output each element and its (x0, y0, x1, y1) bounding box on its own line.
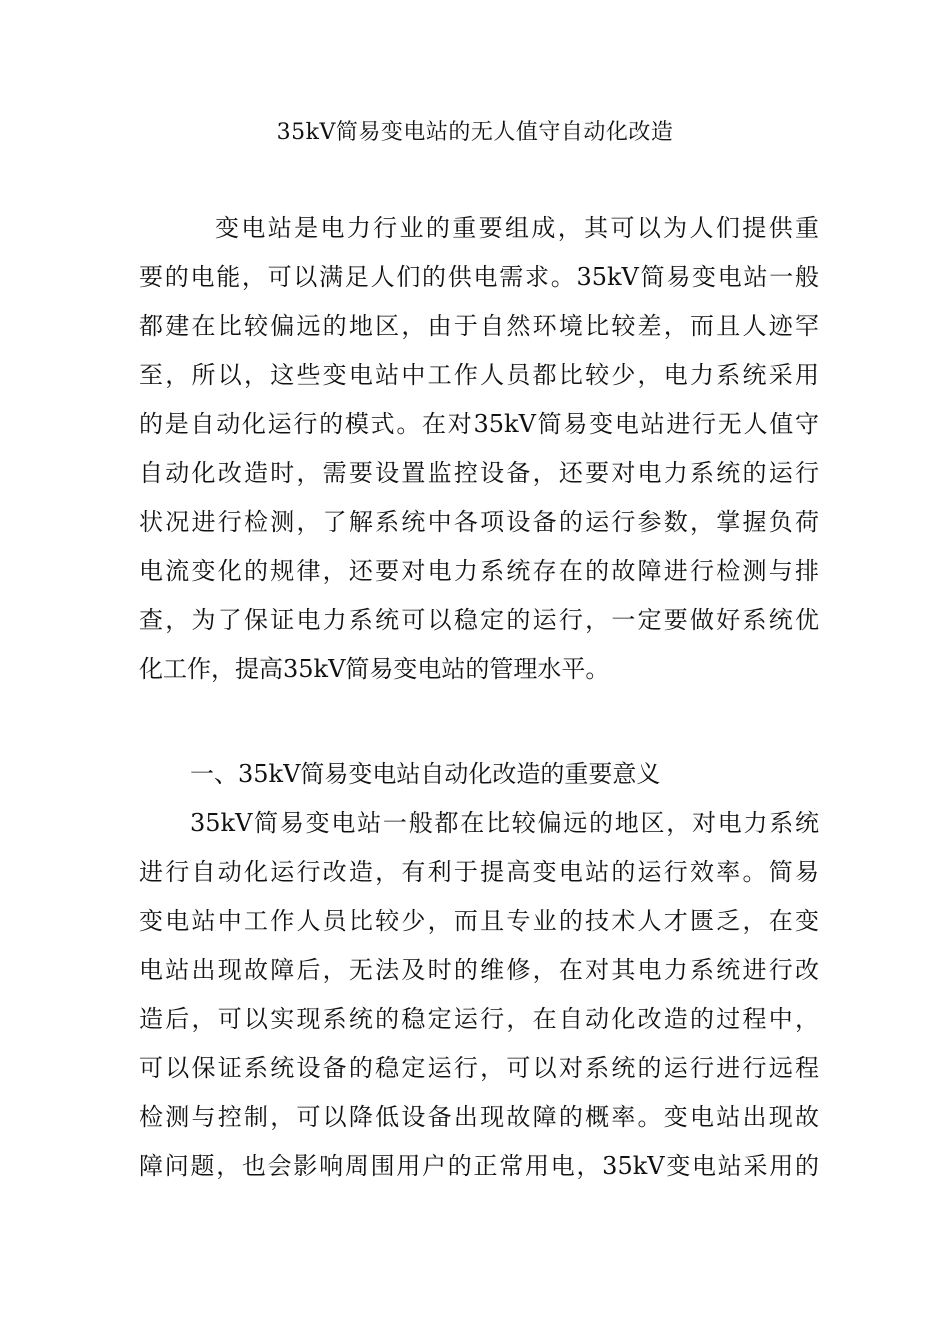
intro-line: 查，为了保证电力系统可以稳定的运行，一定要做好系统优 (139, 606, 819, 634)
section1-line: 检测与控制，可以降低设备出现故障的概率。变电站出现故 (139, 1103, 819, 1131)
intro-line: 自动化改造时，需要设置监控设备，还要对电力系统的运行 (139, 459, 819, 487)
intro-line: 电流变化的规律，还要对电力系统存在的故障进行检测与排 (139, 557, 819, 585)
intro-line: 变电站是电力行业的重要组成，其可以为人们提供重 (215, 214, 819, 242)
intro-paragraph (139, 204, 819, 694)
document-title: 35kV简易变电站的无人值守自动化改造 (276, 120, 674, 145)
section1-line: 造后，可以实现系统的稳定运行，在自动化改造的过程中， (139, 1005, 819, 1033)
section1-line: 障问题，也会影响周围用户的正常用电，35kV变电站采用的 (139, 1152, 819, 1180)
intro-line: 的是自动化运行的模式。在对35kV简易变电站进行无人值守 (139, 410, 819, 438)
section1-line: 可以保证系统设备的稳定运行，可以对系统的运行进行远程 (139, 1054, 819, 1082)
section1-line: 电站出现故障后，无法及时的维修，在对其电力系统进行改 (139, 956, 819, 984)
intro-line: 要的电能，可以满足人们的供电需求。35kV简易变电站一般 (139, 263, 819, 291)
section-heading: 一、35kV简易变电站自动化改造的重要意义 (190, 760, 661, 788)
intro-line: 状况进行检测，了解系统中各项设备的运行参数，掌握负荷 (139, 508, 819, 536)
section1-paragraph (139, 799, 819, 1191)
section1-line: 进行自动化运行改造，有利于提高变电站的运行效率。简易 (139, 858, 819, 886)
intro-line: 都建在比较偏远的地区，由于自然环境比较差，而且人迹罕 (139, 312, 819, 340)
section1-line: 35kV简易变电站一般都在比较偏远的地区，对电力系统 (190, 809, 819, 837)
intro-line: 化工作，提高35kV简易变电站的管理水平。 (139, 655, 610, 683)
intro-line: 至，所以，这些变电站中工作人员都比较少，电力系统采用 (139, 361, 819, 389)
section1-line: 变电站中工作人员比较少，而且专业的技术人才匮乏，在变 (139, 907, 819, 935)
